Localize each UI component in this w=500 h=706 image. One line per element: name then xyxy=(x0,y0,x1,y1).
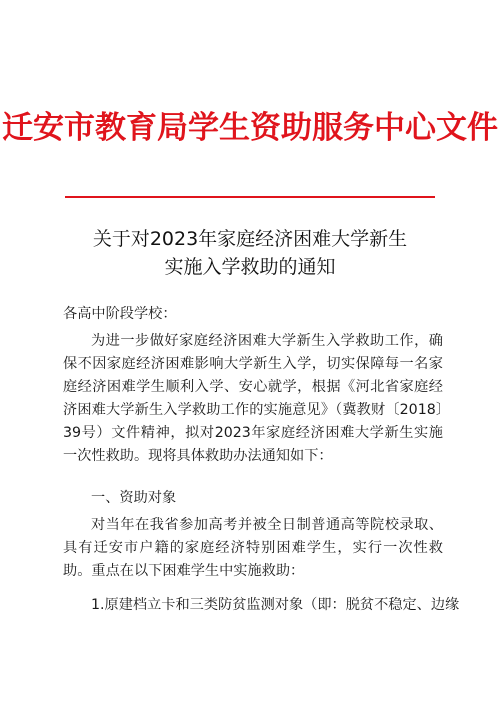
notice-title-line-2: 实施入学救助的通知 xyxy=(164,256,336,278)
intro-paragraph: 为进一步做好家庭经济困难大学新生入学救助工作，确保不因家庭经济困难影响大学新生入学，切实保障每一名家庭经济困难学生顺利入学、安心就学，根据《河北省家庭经济困难大学新生入学救助工作的实施意见》（冀教财〔2018〕39号）文件精神，拟对2023年家庭经济困难大学新生实施一次性救助。现将具体救助办法通知如下： xyxy=(63,333,443,464)
issuing-organization-header: 迁安市教育局学生资助服务中心文件 xyxy=(2,110,498,146)
section-heading-funding-targets: 一、资助对象 xyxy=(91,490,177,506)
funding-targets-paragraph: 对当年在我省参加高考并被全日制普通高等院校录取、具有迁安市户籍的家庭经济特别困难学生，实行一次性救助。重点在以下困难学生中实施救助： xyxy=(63,517,443,579)
list-item-1: 1.原建档立卡和三类防贫监测对象（即：脱贫不稳定、边缘 xyxy=(91,597,460,613)
red-divider-line xyxy=(65,196,435,198)
notice-title-line-1: 关于对2023年家庭经济困难大学新生 xyxy=(92,228,408,250)
salutation: 各高中阶段学校： xyxy=(63,306,177,322)
red-divider-rect xyxy=(65,196,435,198)
